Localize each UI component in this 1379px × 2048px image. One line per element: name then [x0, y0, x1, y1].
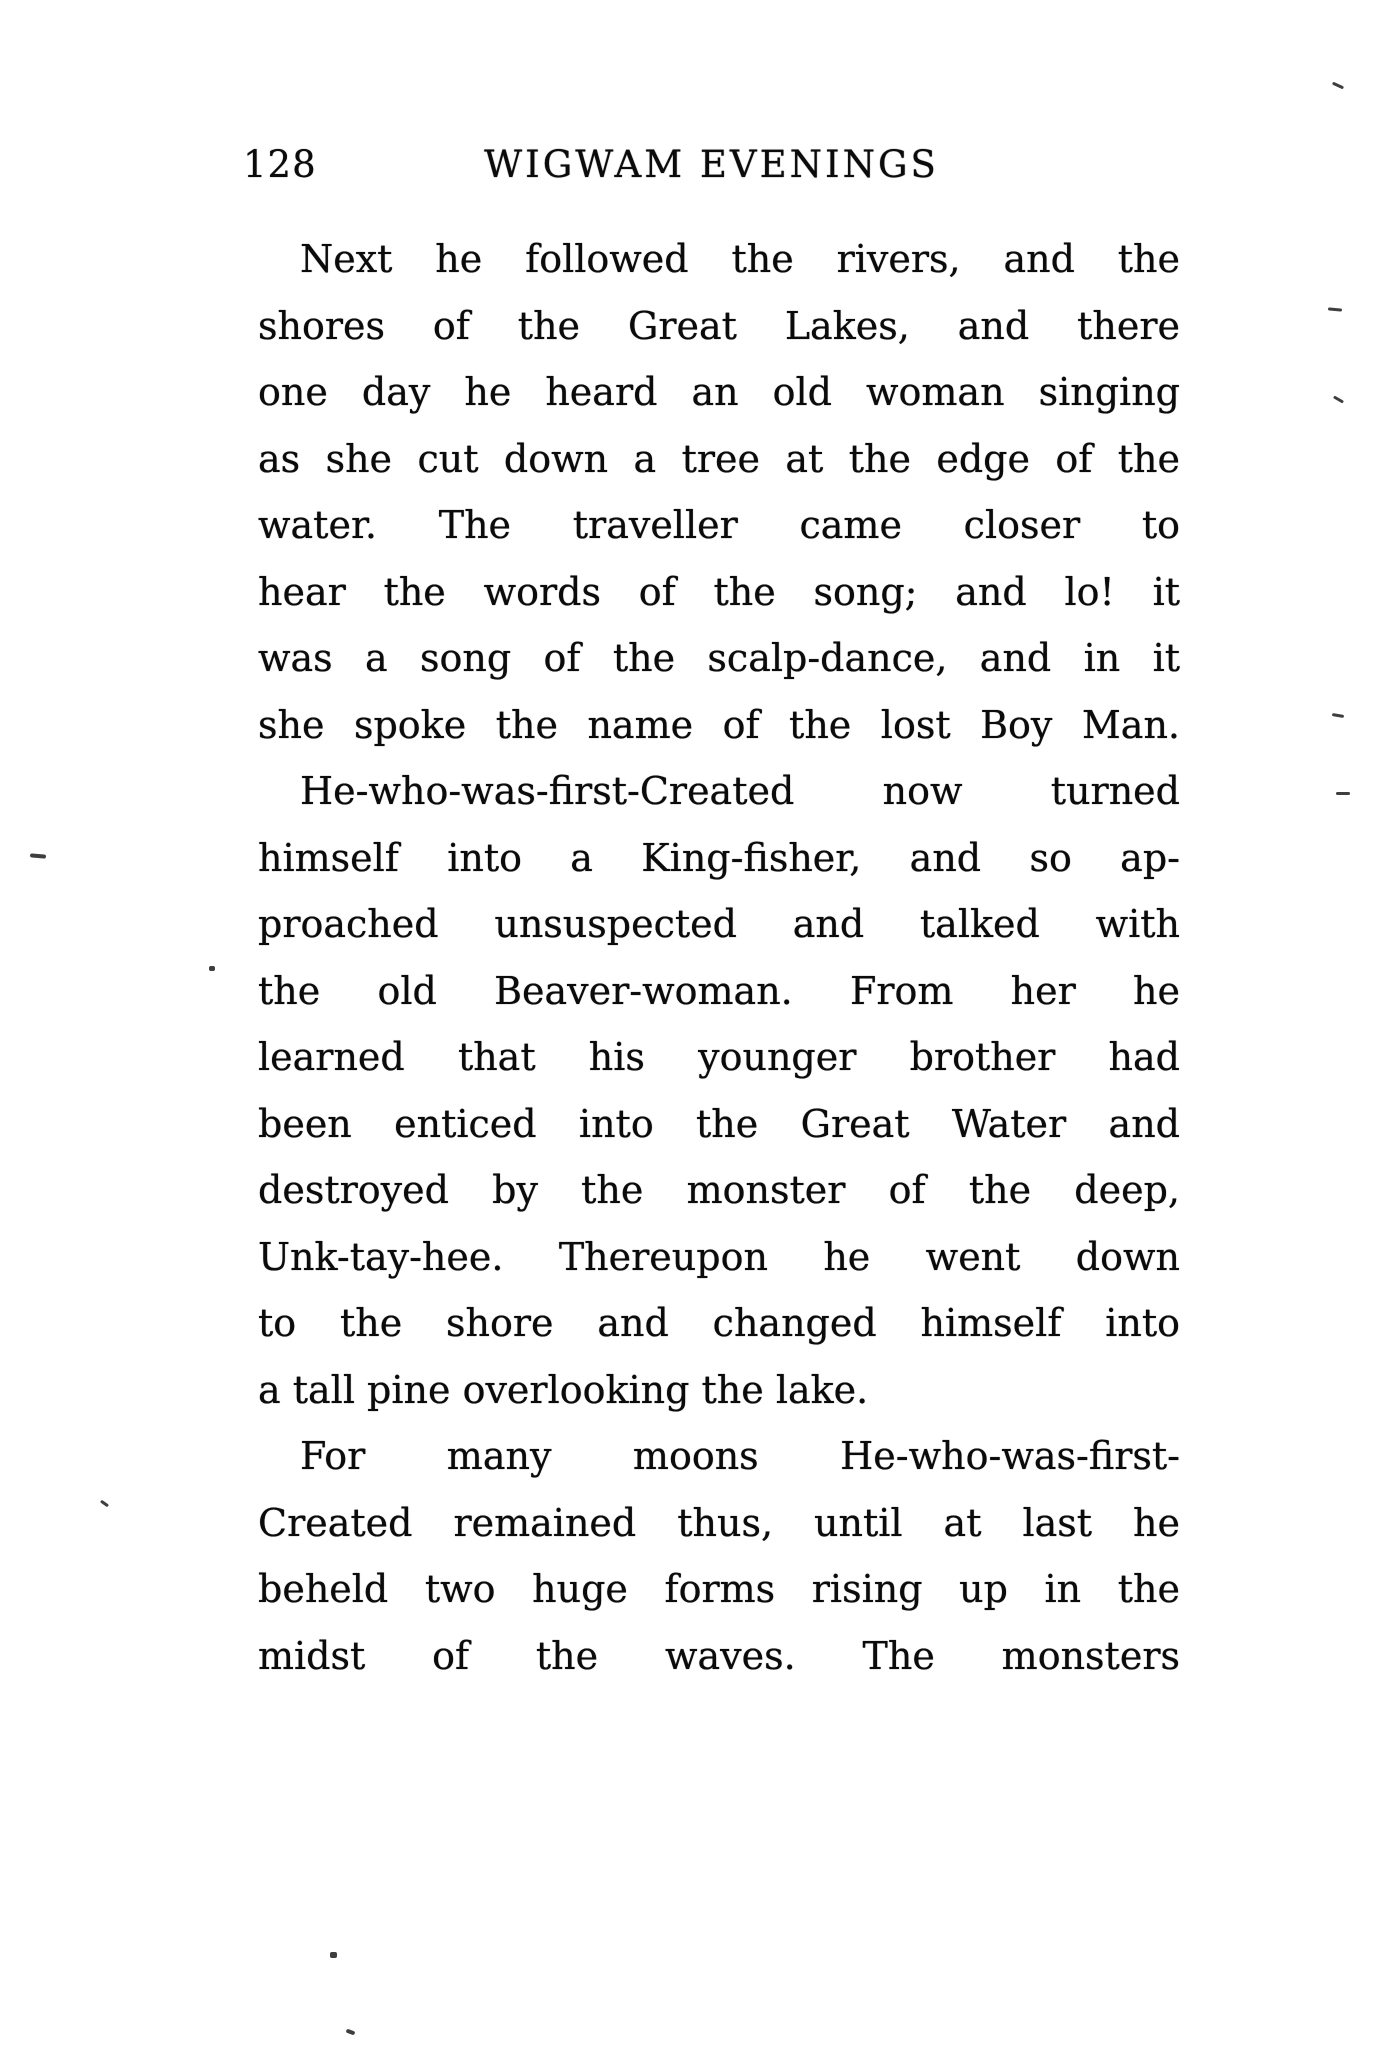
page-number: 128: [243, 143, 317, 186]
text-line: as she cut down a tree at the edge of the: [258, 436, 1180, 481]
text-line: learned that his younger brother had: [258, 1035, 1180, 1079]
text-line: hear the words of the song; and lo! it: [258, 569, 1180, 614]
text-line: himself into a King-fisher, and so ap-: [258, 835, 1180, 880]
scan-speck: [1332, 713, 1344, 718]
scan-speck: [30, 853, 46, 858]
text-line: For many moons He-who-was-first-: [300, 1434, 1180, 1478]
scan-speck: [209, 966, 215, 971]
text-line: one day he heard an old woman singing: [258, 370, 1180, 414]
text-line: midst of the waves. The monsters: [258, 1633, 1180, 1678]
text-line: Created remained thus, until at last he: [258, 1500, 1180, 1545]
scan-speck: [346, 2029, 356, 2036]
scan-speck: [1328, 307, 1342, 311]
text-line: proached unsuspected and talked with: [258, 902, 1180, 946]
scan-speck: [1336, 792, 1350, 795]
text-line: destroyed by the monster of the deep,: [258, 1168, 1180, 1212]
text-line: shores of the Great Lakes, and there: [258, 303, 1180, 348]
text-line: was a song of the scalp-dance, and in it: [258, 636, 1180, 680]
scan-speck: [1333, 395, 1344, 403]
scan-speck: [1332, 82, 1344, 90]
page-header: [243, 138, 1180, 192]
running-title: WIGWAM EVENINGS: [484, 143, 939, 186]
text-line: Next he followed the rivers, and the: [300, 237, 1180, 281]
text-line: been enticed into the Great Water and: [258, 1101, 1180, 1146]
scan-speck: [330, 1952, 337, 1958]
text-line: beheld two huge forms rising up in the: [258, 1567, 1180, 1611]
scan-speck: [100, 1500, 109, 1508]
body-text: [258, 226, 1180, 1689]
text-line: water. The traveller came closer to: [258, 503, 1180, 547]
text-line: the old Beaver-woman. From her he: [258, 968, 1180, 1013]
text-line: Unk-tay-hee. Thereupon he went down: [258, 1234, 1180, 1279]
text-line: a tall pine overlooking the lake.: [258, 1367, 869, 1412]
text-line: she spoke the name of the lost Boy Man.: [258, 702, 1180, 747]
text-line: He-who-was-first-Created now turned: [300, 769, 1180, 813]
text-line: to the shore and changed himself into: [258, 1301, 1180, 1345]
